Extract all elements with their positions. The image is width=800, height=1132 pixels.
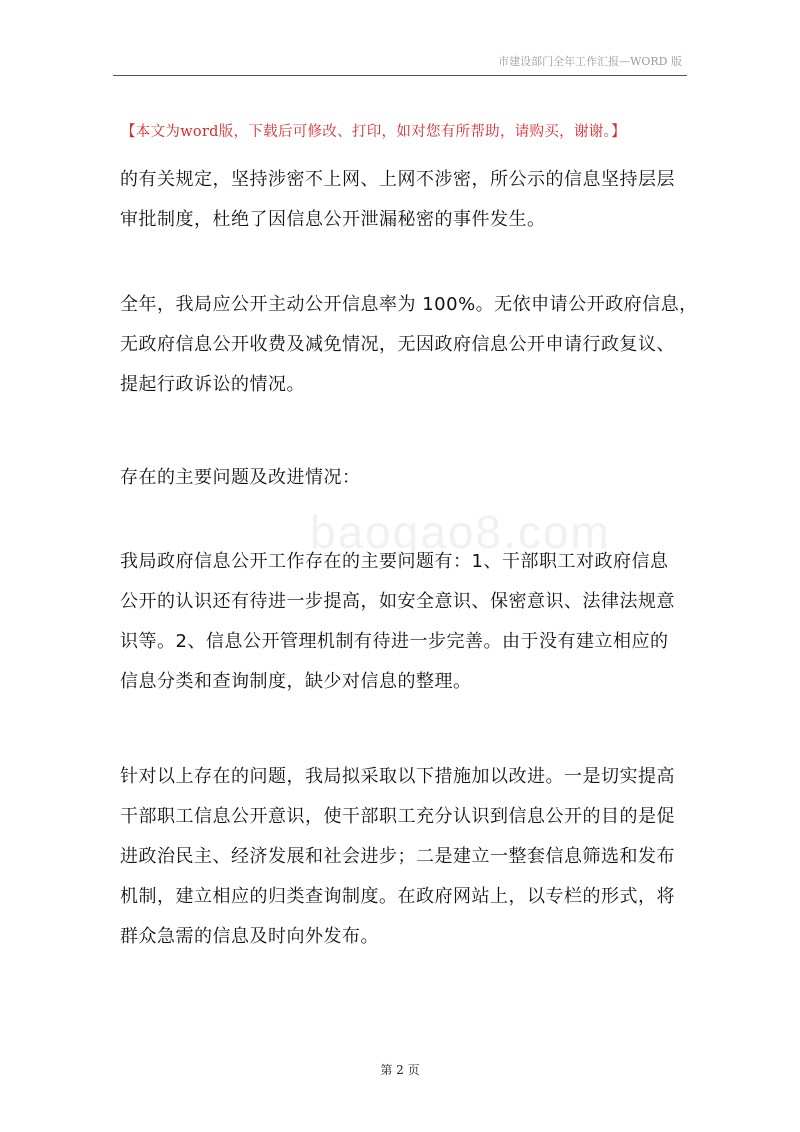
paragraph-main-problems [120, 542, 695, 702]
paragraph-line: 提起行政诉讼的情况。 [120, 374, 305, 395]
paragraph-line: 公开的认识还有待进一步提高，如安全意识、保密意识、法律法规意 [120, 591, 675, 612]
paragraph-line: 我局政府信息公开工作存在的主要问题有：1、干部职工对政府信息 [120, 551, 669, 572]
paragraph-line: 针对以上存在的问题，我局拟采取以下措施加以改进。一是切实提高 [120, 766, 675, 787]
paragraph-annual-stats [120, 285, 698, 405]
header-divider [113, 75, 687, 76]
paragraph-line: 机制，建立相应的归类查询制度。在政府网站上，以专栏的形式，将 [120, 886, 675, 907]
paragraph-line: 群众急需的信息及时向外发布。 [120, 926, 379, 947]
paragraph-line: 审批制度，杜绝了因信息公开泄漏秘密的事件发生。 [120, 209, 546, 230]
page-number: 第 2 页 [380, 1063, 420, 1077]
watermark-text: baogao8.com [310, 506, 611, 558]
document-header-title: 市建设部门全年工作汇报—WORD 版 [498, 55, 682, 68]
paragraph-line: 的有关规定，坚持涉密不上网、上网不涉密，所公示的信息坚持层层 [120, 169, 675, 190]
download-notice: 【本文为word版，下载后可修改、打印，如对您有所帮助，请购买，谢谢。】 [121, 124, 626, 140]
section-heading-problems [120, 458, 695, 498]
paragraph-line: 进政治民主、经济发展和社会进步；二是建立一整套信息筛选和发布 [120, 846, 675, 867]
paragraph-line: 干部职工信息公开意识，使干部职工充分认识到信息公开的目的是促 [120, 806, 675, 827]
paragraph-line: 存在的主要问题及改进情况： [120, 467, 361, 488]
paragraph-improvement-measures [120, 757, 695, 957]
paragraph-line: 识等。2、信息公开管理机制有待进一步完善。由于没有建立相应的 [120, 631, 669, 652]
paragraph-disclosure-rules [120, 160, 695, 240]
paragraph-line: 信息分类和查询制度，缺少对信息的整理。 [120, 671, 472, 692]
paragraph-line: 无政府信息公开收费及减免情况，无因政府信息公开申请行政复议、 [120, 334, 675, 355]
paragraph-line: 全年，我局应公开主动公开信息率为 100%。无依申请公开政府信息， [120, 294, 698, 315]
